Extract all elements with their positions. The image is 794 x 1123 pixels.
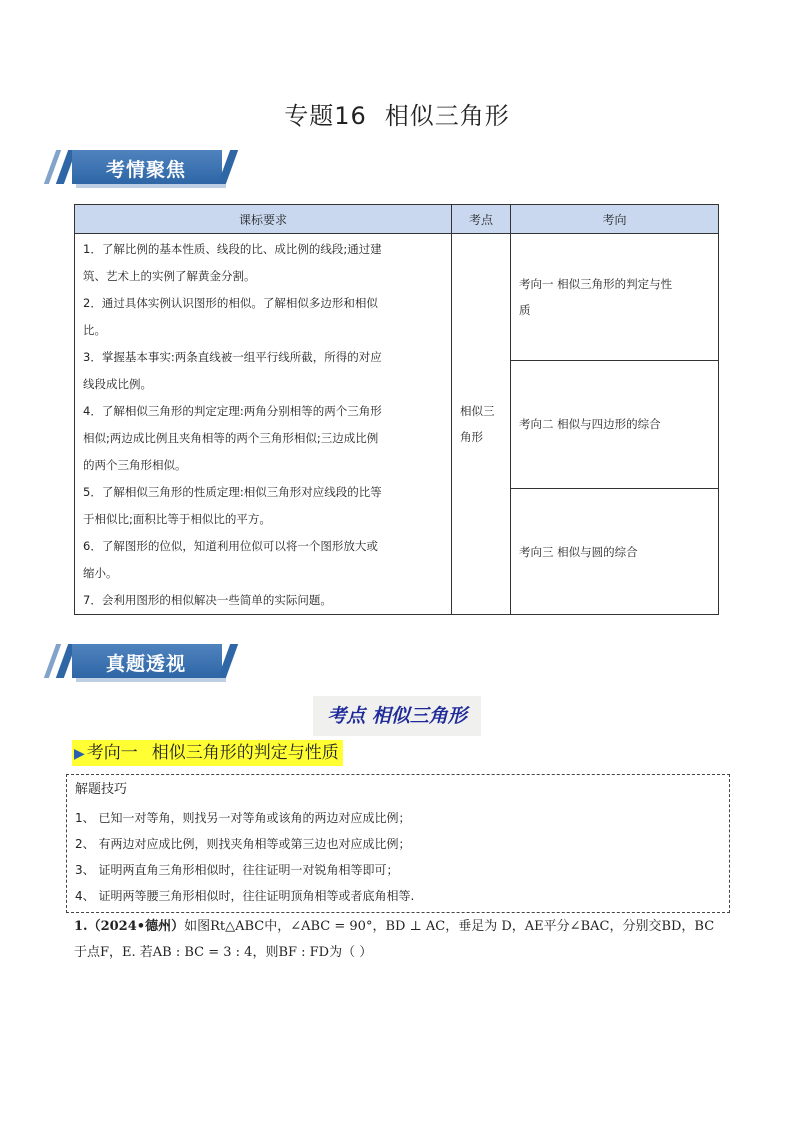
title-sub: 相似三角形: [384, 102, 510, 130]
direction-title: [72, 740, 343, 766]
standard-line: 1．了解比例的基本性质、线段的比、成比例的线段;通过建: [83, 242, 382, 256]
standard-line: 4．了解相似三角形的判定定理:两角分别相等的两个三角形: [83, 404, 382, 418]
direction-text: 相似三角形的判定与性质: [151, 743, 339, 763]
tip-line: 2、 有两边对应成比例，则找夹角相等或第三边也对应成比例；: [75, 837, 411, 851]
section-heading-text: 考点 相似三角形: [327, 705, 467, 727]
standard-line: 筑、艺术上的实例了解黄金分割。: [83, 269, 256, 283]
direction-label: 考向一: [86, 743, 138, 763]
kaodian-line: 相似三: [460, 404, 495, 418]
question-line: 于点F，E. 若AB : BC = 3 : 4，则BF : FD为（ ）: [74, 945, 373, 960]
tips-box: [66, 774, 730, 913]
standard-line: 缩小。: [83, 566, 118, 580]
kaodian-cell: [452, 234, 511, 615]
standard-line: 6．了解图形的位似，知道利用位似可以将一个图形放大或: [83, 539, 378, 553]
standard-line: 7．会利用图形的相似解决一些简单的实际问题。: [83, 593, 332, 607]
question-number: 1.: [74, 919, 88, 934]
banner-label: 真题透视: [106, 653, 187, 675]
standard-line: 相似;两边成比例且夹角相等的两个三角形相似;三边成比例: [83, 431, 379, 445]
banner-zhenti: [72, 640, 228, 682]
header-direction: 考向: [511, 205, 719, 234]
tip-line: 1、 已知一对等角，则找另一对等角或该角的两边对应成比例；: [75, 811, 411, 825]
direction-line: 质: [519, 302, 531, 317]
standard-line: 于相似比;面积比等于相似比的平方。: [83, 512, 271, 526]
tip-line: 4、 证明两等腰三角形相似时，往往证明顶角相等或者底角相等.: [75, 889, 415, 903]
header-standards: 课标要求: [75, 205, 452, 234]
banner-kaoqing: [72, 146, 228, 188]
standard-line: 2．通过具体实例认识图形的相似。了解相似多边形和相似: [83, 296, 378, 310]
standard-line: 5．了解相似三角形的性质定理:相似三角形对应线段的比等: [83, 485, 382, 499]
requirements-table: [74, 204, 719, 615]
direction-cell-1: [511, 234, 719, 361]
banner-label: 考情聚焦: [106, 159, 187, 181]
question-1: [74, 914, 724, 966]
title-main: 专题16: [284, 102, 367, 130]
question-line: 如图Rt△ABC中，∠ABC = 90°，BD ⊥ AC，垂足为 D，AE平分∠BAC，分别交BD，BC: [184, 919, 715, 934]
triangle-right-icon: ▶: [74, 746, 85, 762]
standards-cell: [75, 234, 452, 615]
page-title: [0, 96, 794, 131]
direction-line: 考向二 相似与四边形的综合: [519, 417, 661, 432]
standard-line: 的两个三角形相似。: [83, 458, 187, 472]
table-header-row: [75, 205, 719, 234]
direction-cell-3: [511, 489, 719, 615]
section-heading: [313, 696, 481, 736]
standard-line: 线段成比例。: [83, 377, 152, 391]
header-kaodian: 考点: [452, 205, 511, 234]
standard-line: 3．掌握基本事实:两条直线被一组平行线所截，所得的对应: [83, 350, 382, 364]
direction-cell-2: [511, 360, 719, 489]
tips-title: 解题技巧: [75, 782, 128, 797]
standard-line: 比。: [83, 323, 106, 337]
tip-line: 3、 证明两直角三角形相似时，往往证明一对锐角相等即可；: [75, 863, 399, 877]
question-source: （2024•德州）: [87, 919, 185, 934]
direction-line: 考向三 相似与圆的综合: [519, 544, 638, 559]
kaodian-line: 角形: [460, 430, 483, 444]
table-row: [75, 234, 719, 361]
direction-line: 考向一 相似三角形的判定与性: [519, 276, 673, 291]
